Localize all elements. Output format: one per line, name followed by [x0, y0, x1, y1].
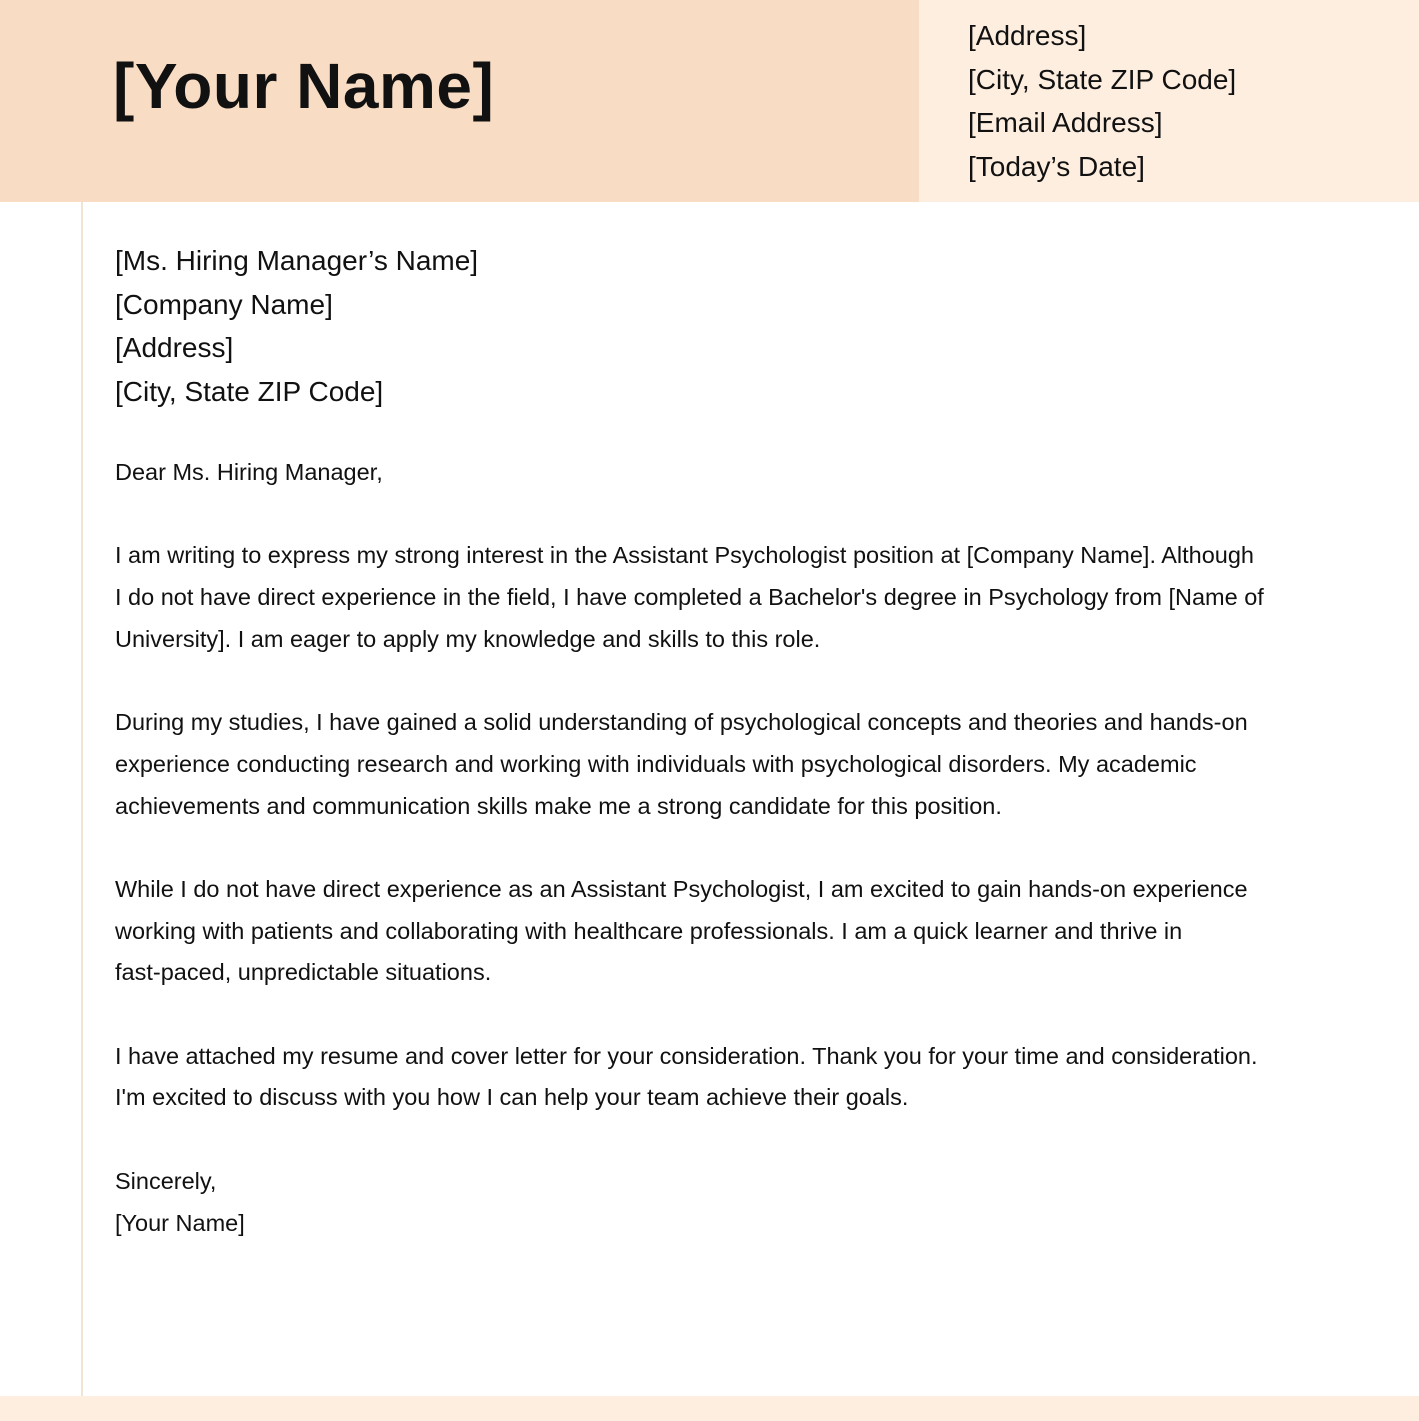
- paragraph-line: University]. I am eager to apply my knowledge and skills to this role.: [115, 625, 821, 652]
- recipient-company: [Company Name]: [115, 288, 333, 320]
- salutation: Dear Ms. Hiring Manager,: [115, 459, 383, 485]
- paragraph-line: During my studies, I have gained a solid understanding of psychological concepts and theories and hands-on: [115, 709, 1248, 736]
- letter-body: [115, 452, 1315, 1244]
- sender-email: [Email Address]: [968, 107, 1163, 138]
- recipient-name: [Ms. Hiring Manager’s Name]: [115, 245, 479, 276]
- paragraph-4: [115, 1036, 1315, 1119]
- recipient-block: [115, 239, 478, 413]
- left-margin-rule: [81, 202, 83, 1396]
- paragraph-line: achievements and communication skills make me a strong candidate for this position.: [115, 792, 1002, 819]
- paragraph-line: While I do not have direct experience as an Assistant Psychologist, I am excited to gain hands-on experience: [115, 875, 1248, 902]
- recipient-address: [Address]: [115, 332, 234, 363]
- paragraph-line: I do not have direct experience in the field, I have completed a Bachelor's degree in Psychology from [Name of: [115, 584, 1264, 611]
- sender-city-state-zip: [City, State ZIP Code]: [968, 63, 1237, 95]
- closing: Sincerely,: [115, 1167, 217, 1194]
- sender-address: [Address]: [968, 20, 1087, 51]
- paragraph-2: [115, 702, 1315, 827]
- paragraph-line: I have attached my resume and cover letter for your consideration. Thank you for your time and consideration.: [115, 1042, 1258, 1069]
- sender-name-title: [Your Name]: [113, 50, 495, 122]
- sender-contact-block: [968, 14, 1236, 188]
- paragraph-line: fast-paced, unpredictable situations.: [115, 959, 492, 986]
- signature-name: [Your Name]: [115, 1209, 245, 1236]
- paragraph-line: I'm excited to discuss with you how I can help your team achieve their goals.: [115, 1084, 909, 1111]
- letter-date: [Today’s Date]: [968, 150, 1145, 182]
- footer-band: [0, 1396, 1419, 1421]
- paragraph-line: working with patients and collaborating with healthcare professionals. I am a quick learner and thrive in: [115, 917, 1183, 944]
- closing-block: [115, 1161, 1315, 1244]
- paragraph-3: [115, 869, 1315, 994]
- recipient-city-state-zip: [City, State ZIP Code]: [115, 375, 384, 407]
- paragraph-line: I am writing to express my strong interest in the Assistant Psychologist position at [Company Name]. Although: [115, 542, 1254, 569]
- paragraph-1: [115, 535, 1315, 660]
- paragraph-line: experience conducting research and working with individuals with psychological disorders. My academic: [115, 750, 1197, 777]
